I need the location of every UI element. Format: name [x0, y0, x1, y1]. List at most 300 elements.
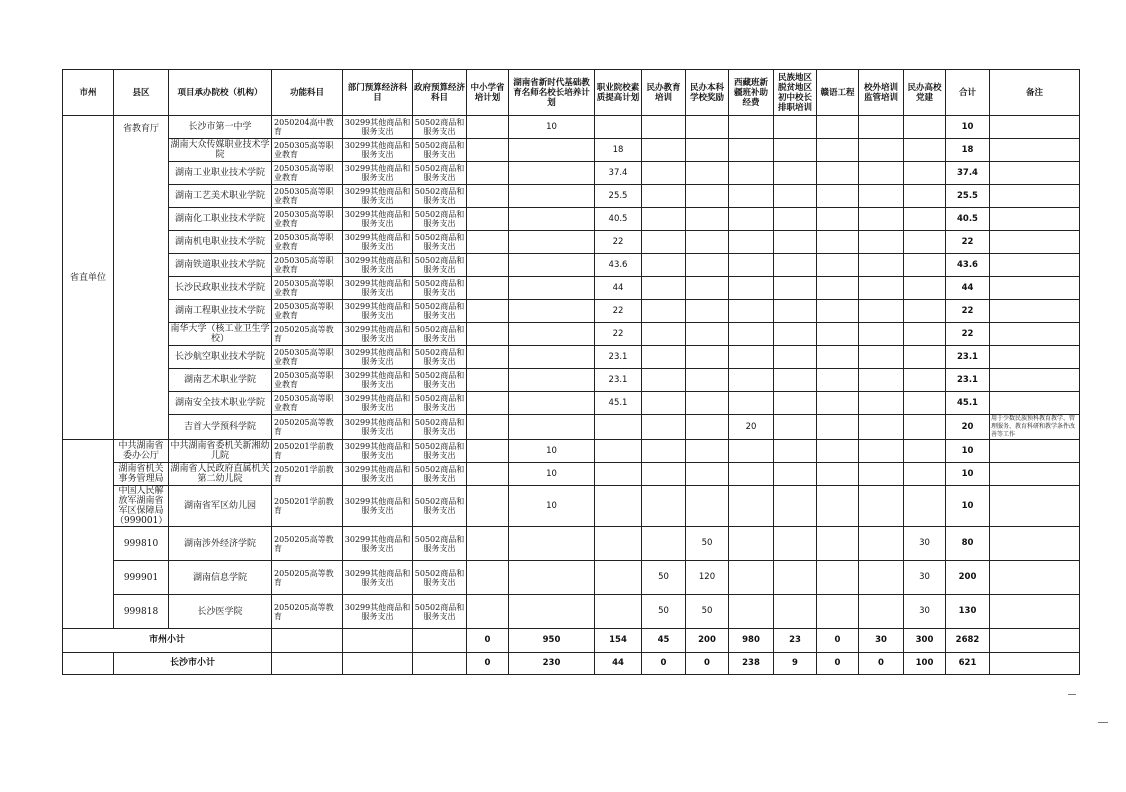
school-cell: 湖南安全技术职业学院 — [169, 392, 272, 415]
amount-cell — [509, 208, 595, 231]
amount-cell — [509, 277, 595, 300]
header-cell: 合计 — [946, 70, 990, 116]
header-cell: 民族地区脱贫地区初中校长排职培训 — [774, 70, 817, 116]
gov-econ-subject-cell — [413, 653, 467, 675]
amount-cell — [509, 369, 595, 392]
subtotal-row — [63, 653, 1080, 675]
subtotal-amount-cell: 0 — [642, 653, 686, 675]
amount-cell — [467, 561, 509, 595]
amount-cell — [774, 486, 817, 527]
amount-cell — [595, 595, 642, 629]
total-cell: 25.5 — [946, 185, 990, 208]
amount-cell — [774, 162, 817, 185]
amount-cell — [509, 527, 595, 561]
amount-cell — [509, 162, 595, 185]
header-cell: 县区 — [114, 70, 169, 116]
note-cell — [990, 369, 1080, 392]
amount-cell — [859, 595, 904, 629]
amount-cell — [686, 440, 729, 463]
amount-cell — [904, 392, 946, 415]
amount-cell — [859, 463, 904, 486]
amount-cell — [729, 595, 774, 629]
note-cell — [990, 561, 1080, 595]
amount-cell: 20 — [729, 415, 774, 440]
amount-cell — [904, 231, 946, 254]
gov-econ-subject-cell: 50502商品和服务支出 — [413, 323, 467, 346]
scan-mark — [1098, 722, 1108, 723]
subtotal-amount-cell: 0 — [467, 629, 509, 653]
dept-econ-subject-cell: 30299其他商品和服务支出 — [343, 116, 413, 139]
function-subject-cell: 2050205高等教育 — [272, 561, 343, 595]
header-cell: 项目承办院校（机构） — [169, 70, 272, 116]
amount-cell: 50 — [642, 561, 686, 595]
school-cell: 湖南工业职业技术学院 — [169, 162, 272, 185]
table-row — [63, 440, 1080, 463]
table-row — [63, 369, 1080, 392]
amount-cell — [467, 208, 509, 231]
amount-cell — [467, 595, 509, 629]
amount-cell: 30 — [904, 561, 946, 595]
dept-econ-subject-cell: 30299其他商品和服务支出 — [343, 323, 413, 346]
header-cell: 赣语工程 — [817, 70, 859, 116]
city-cell — [63, 440, 114, 629]
amount-cell — [774, 323, 817, 346]
amount-cell — [817, 208, 859, 231]
amount-cell — [729, 185, 774, 208]
subtotal-amount-cell: 44 — [595, 653, 642, 675]
amount-cell — [467, 392, 509, 415]
amount-cell — [817, 346, 859, 369]
total-cell: 130 — [946, 595, 990, 629]
total-cell: 10 — [946, 116, 990, 139]
total-cell: 10 — [946, 440, 990, 463]
header-cell: 民办本科学校奖励 — [686, 70, 729, 116]
amount-cell — [904, 300, 946, 323]
city-cell: 省直单位 — [63, 116, 114, 440]
total-cell: 18 — [946, 139, 990, 162]
amount-cell — [595, 527, 642, 561]
note-cell — [990, 653, 1080, 675]
subtotal-row — [63, 629, 1080, 653]
note-cell — [990, 346, 1080, 369]
amount-cell — [774, 415, 817, 440]
amount-cell: 50 — [686, 527, 729, 561]
amount-cell — [642, 116, 686, 139]
amount-cell — [509, 254, 595, 277]
dept-econ-subject-cell: 30299其他商品和服务支出 — [343, 277, 413, 300]
dept-econ-subject-cell: 30299其他商品和服务支出 — [343, 254, 413, 277]
note-cell — [990, 463, 1080, 486]
amount-cell — [595, 116, 642, 139]
total-cell: 80 — [946, 527, 990, 561]
table-row — [63, 116, 1080, 139]
gov-econ-subject-cell: 50502商品和服务支出 — [413, 463, 467, 486]
amount-cell — [774, 346, 817, 369]
amount-cell — [642, 369, 686, 392]
amount-cell: 45.1 — [595, 392, 642, 415]
amount-cell: 120 — [686, 561, 729, 595]
subtotal-amount-cell: 0 — [817, 629, 859, 653]
gov-econ-subject-cell: 50502商品和服务支出 — [413, 254, 467, 277]
subtotal-amount-cell: 154 — [595, 629, 642, 653]
amount-cell — [686, 369, 729, 392]
amount-cell — [729, 440, 774, 463]
amount-cell — [686, 346, 729, 369]
amount-cell — [642, 463, 686, 486]
amount-cell — [904, 254, 946, 277]
total-cell: 22 — [946, 231, 990, 254]
header-cell: 西藏班新疆班补助经费 — [729, 70, 774, 116]
amount-cell — [774, 440, 817, 463]
amount-cell — [642, 231, 686, 254]
amount-cell — [904, 486, 946, 527]
dept-econ-subject-cell: 30299其他商品和服务支出 — [343, 185, 413, 208]
table-row — [63, 323, 1080, 346]
amount-cell — [686, 254, 729, 277]
amount-cell — [904, 440, 946, 463]
amount-cell — [595, 561, 642, 595]
amount-cell — [904, 323, 946, 346]
amount-cell — [774, 595, 817, 629]
amount-cell — [686, 323, 729, 346]
subtotal-amount-cell: 0 — [859, 653, 904, 675]
subtotal-amount-cell: 100 — [904, 653, 946, 675]
total-cell: 22 — [946, 300, 990, 323]
total-cell: 10 — [946, 486, 990, 527]
amount-cell: 10 — [509, 440, 595, 463]
note-cell — [990, 392, 1080, 415]
amount-cell — [729, 323, 774, 346]
amount-cell — [774, 277, 817, 300]
table-row — [63, 595, 1080, 629]
amount-cell — [904, 116, 946, 139]
amount-cell — [859, 440, 904, 463]
function-subject-cell: 2050305高等职业教育 — [272, 139, 343, 162]
school-cell: 吉首大学预科学院 — [169, 415, 272, 440]
table-row — [63, 463, 1080, 486]
amount-cell — [817, 277, 859, 300]
amount-cell: 23.1 — [595, 346, 642, 369]
amount-cell: 50 — [686, 595, 729, 629]
amount-cell — [904, 346, 946, 369]
amount-cell: 40.5 — [595, 208, 642, 231]
amount-cell — [859, 277, 904, 300]
dept-econ-subject-cell: 30299其他商品和服务支出 — [343, 346, 413, 369]
function-subject-cell — [272, 629, 343, 653]
amount-cell: 18 — [595, 139, 642, 162]
table-row — [63, 561, 1080, 595]
amount-cell: 50 — [642, 595, 686, 629]
note-cell — [990, 185, 1080, 208]
amount-cell: 25.5 — [595, 185, 642, 208]
amount-cell — [467, 254, 509, 277]
subtotal-amount-cell: 45 — [642, 629, 686, 653]
note-cell — [990, 277, 1080, 300]
function-subject-cell: 2050305高等职业教育 — [272, 369, 343, 392]
amount-cell — [904, 208, 946, 231]
header-cell: 中小学省培计划 — [467, 70, 509, 116]
dept-econ-subject-cell: 30299其他商品和服务支出 — [343, 440, 413, 463]
amount-cell — [859, 185, 904, 208]
gov-econ-subject-cell: 50502商品和服务支出 — [413, 139, 467, 162]
dept-econ-subject-cell: 30299其他商品和服务支出 — [343, 595, 413, 629]
subtotal-amount-cell: 950 — [509, 629, 595, 653]
amount-cell — [817, 440, 859, 463]
amount-cell — [509, 323, 595, 346]
amount-cell — [774, 300, 817, 323]
amount-cell — [774, 527, 817, 561]
amount-cell — [686, 392, 729, 415]
amount-cell — [774, 254, 817, 277]
amount-cell — [686, 415, 729, 440]
school-cell: 长沙市第一中学 — [169, 116, 272, 139]
subtotal-total-cell: 2682 — [946, 629, 990, 653]
dept-econ-subject-cell: 30299其他商品和服务支出 — [343, 463, 413, 486]
header-cell: 湖南省新时代基础教育名师名校长培养计划 — [509, 70, 595, 116]
total-cell: 200 — [946, 561, 990, 595]
amount-cell — [729, 486, 774, 527]
gov-econ-subject-cell: 50502商品和服务支出 — [413, 162, 467, 185]
function-subject-cell: 2050305高等职业教育 — [272, 254, 343, 277]
school-cell: 湖南铁道职业技术学院 — [169, 254, 272, 277]
school-cell: 湖南信息学院 — [169, 561, 272, 595]
amount-cell — [642, 277, 686, 300]
amount-cell — [729, 561, 774, 595]
subtotal-amount-cell: 0 — [686, 653, 729, 675]
amount-cell: 10 — [509, 116, 595, 139]
amount-cell — [642, 486, 686, 527]
amount-cell — [774, 208, 817, 231]
school-cell: 湖南工程职业技术学院 — [169, 300, 272, 323]
school-cell: 中共湖南省委机关新湘幼儿院 — [170, 441, 270, 461]
school-cell: 湖南省军区幼儿园 — [169, 486, 272, 527]
amount-cell — [859, 139, 904, 162]
gov-econ-subject-cell: 50502商品和服务支出 — [413, 231, 467, 254]
amount-cell — [729, 208, 774, 231]
amount-cell: 22 — [595, 323, 642, 346]
amount-cell — [686, 277, 729, 300]
table-row — [63, 185, 1080, 208]
school-cell: 南华大学（核工业卫生学校） — [170, 324, 270, 344]
total-cell: 20 — [946, 415, 990, 440]
amount-cell — [595, 440, 642, 463]
function-subject-cell — [272, 653, 343, 675]
amount-cell — [509, 231, 595, 254]
function-subject-cell: 2050305高等职业教育 — [272, 185, 343, 208]
amount-cell — [467, 231, 509, 254]
amount-cell — [509, 415, 595, 440]
amount-cell — [859, 486, 904, 527]
amount-cell — [686, 463, 729, 486]
table-row — [63, 300, 1080, 323]
amount-cell — [467, 323, 509, 346]
amount-cell: 30 — [904, 595, 946, 629]
amount-cell — [904, 185, 946, 208]
note-cell — [990, 300, 1080, 323]
amount-cell — [509, 595, 595, 629]
amount-cell — [642, 392, 686, 415]
subtotal-amount-cell: 9 — [774, 653, 817, 675]
amount-cell — [642, 527, 686, 561]
note-cell — [990, 162, 1080, 185]
total-cell: 43.6 — [946, 254, 990, 277]
dept-econ-subject-cell: 30299其他商品和服务支出 — [343, 392, 413, 415]
amount-cell — [817, 254, 859, 277]
gov-econ-subject-cell: 50502商品和服务支出 — [413, 527, 467, 561]
amount-cell — [817, 392, 859, 415]
amount-cell — [774, 185, 817, 208]
gov-econ-subject-cell: 50502商品和服务支出 — [413, 595, 467, 629]
amount-cell: 10 — [509, 486, 595, 527]
gov-econ-subject-cell: 50502商品和服务支出 — [413, 486, 467, 527]
amount-cell — [509, 185, 595, 208]
amount-cell — [859, 527, 904, 561]
amount-cell — [774, 139, 817, 162]
amount-cell — [467, 300, 509, 323]
dept-econ-subject-cell: 30299其他商品和服务支出 — [343, 415, 413, 440]
amount-cell — [642, 415, 686, 440]
dept-econ-subject-cell: 30299其他商品和服务支出 — [343, 162, 413, 185]
amount-cell — [642, 440, 686, 463]
amount-cell — [859, 300, 904, 323]
amount-cell — [817, 300, 859, 323]
amount-cell — [774, 392, 817, 415]
table-row — [63, 208, 1080, 231]
amount-cell — [686, 116, 729, 139]
amount-cell — [859, 231, 904, 254]
amount-cell — [859, 415, 904, 440]
table-body — [63, 116, 1080, 675]
amount-cell — [729, 463, 774, 486]
dept-econ-subject-cell: 30299其他商品和服务支出 — [343, 561, 413, 595]
gov-econ-subject-cell: 50502商品和服务支出 — [413, 185, 467, 208]
county-cell: 999810 — [114, 527, 169, 561]
amount-cell — [817, 162, 859, 185]
blank-cell — [63, 653, 114, 675]
note-cell: 用于少数民族预科教育教学、管理服务、教育科研和教学条件改善等工作 — [990, 415, 1080, 440]
gov-econ-subject-cell: 50502商品和服务支出 — [413, 440, 467, 463]
function-subject-cell: 2050305高等职业教育 — [272, 162, 343, 185]
amount-cell — [817, 463, 859, 486]
county-cell: 999818 — [114, 595, 169, 629]
function-subject-cell: 2050305高等职业教育 — [272, 346, 343, 369]
school-cell: 湖南省人民政府直属机关第二幼儿院 — [170, 464, 270, 484]
amount-cell — [509, 561, 595, 595]
gov-econ-subject-cell: 50502商品和服务支出 — [413, 277, 467, 300]
amount-cell — [686, 300, 729, 323]
amount-cell — [686, 486, 729, 527]
amount-cell — [729, 254, 774, 277]
amount-cell — [904, 369, 946, 392]
function-subject-cell: 2050305高等职业教育 — [272, 208, 343, 231]
header-cell: 部门预算经济科目 — [343, 70, 413, 116]
scan-mark — [1068, 694, 1076, 695]
amount-cell — [859, 116, 904, 139]
function-subject-cell: 2050201学前教育 — [272, 486, 343, 527]
amount-cell — [729, 139, 774, 162]
function-subject-cell: 2050305高等职业教育 — [272, 392, 343, 415]
amount-cell — [817, 231, 859, 254]
note-cell — [990, 440, 1080, 463]
amount-cell: 30 — [904, 527, 946, 561]
function-subject-cell: 2050201学前教育 — [272, 440, 343, 463]
amount-cell — [729, 116, 774, 139]
subtotal-total-cell: 621 — [946, 653, 990, 675]
amount-cell — [859, 323, 904, 346]
subtotal-amount-cell: 230 — [509, 653, 595, 675]
dept-econ-subject-cell: 30299其他商品和服务支出 — [343, 527, 413, 561]
table-row — [63, 346, 1080, 369]
note-cell — [990, 208, 1080, 231]
amount-cell: 43.6 — [595, 254, 642, 277]
amount-cell — [467, 162, 509, 185]
amount-cell: 23.1 — [595, 369, 642, 392]
note-cell — [990, 139, 1080, 162]
amount-cell — [467, 369, 509, 392]
amount-cell — [509, 139, 595, 162]
table-row — [63, 231, 1080, 254]
amount-cell — [686, 162, 729, 185]
amount-cell — [642, 185, 686, 208]
amount-cell — [729, 369, 774, 392]
amount-cell — [859, 561, 904, 595]
table-row — [63, 277, 1080, 300]
amount-cell — [595, 486, 642, 527]
subtotal-amount-cell: 300 — [904, 629, 946, 653]
table-row — [63, 486, 1080, 527]
note-cell — [990, 527, 1080, 561]
amount-cell — [509, 392, 595, 415]
gov-econ-subject-cell: 50502商品和服务支出 — [413, 369, 467, 392]
subtotal-amount-cell: 0 — [467, 653, 509, 675]
table-row — [63, 527, 1080, 561]
amount-cell — [642, 254, 686, 277]
amount-cell — [467, 440, 509, 463]
gov-econ-subject-cell — [413, 629, 467, 653]
amount-cell — [774, 463, 817, 486]
amount-cell — [729, 231, 774, 254]
header-cell: 功能科目 — [272, 70, 343, 116]
dept-econ-subject-cell — [343, 629, 413, 653]
amount-cell — [859, 369, 904, 392]
subtotal-label: 长沙市小计 — [114, 653, 272, 675]
amount-cell — [904, 463, 946, 486]
amount-cell — [467, 463, 509, 486]
subtotal-amount-cell: 238 — [729, 653, 774, 675]
county-cell: 湖南省机关事务管理局 — [114, 463, 169, 486]
amount-cell — [729, 300, 774, 323]
subtotal-amount-cell: 23 — [774, 629, 817, 653]
amount-cell — [686, 139, 729, 162]
total-cell: 40.5 — [946, 208, 990, 231]
amount-cell — [642, 208, 686, 231]
header-cell: 民办高校党建 — [904, 70, 946, 116]
amount-cell — [729, 162, 774, 185]
amount-cell — [467, 415, 509, 440]
amount-cell — [859, 392, 904, 415]
amount-cell — [859, 162, 904, 185]
total-cell: 45.1 — [946, 392, 990, 415]
amount-cell — [729, 527, 774, 561]
function-subject-cell: 2050201学前教育 — [272, 463, 343, 486]
dept-econ-subject-cell: 30299其他商品和服务支出 — [343, 139, 413, 162]
amount-cell — [859, 254, 904, 277]
amount-cell: 10 — [509, 463, 595, 486]
dept-econ-subject-cell: 30299其他商品和服务支出 — [343, 231, 413, 254]
amount-cell — [467, 185, 509, 208]
note-cell — [990, 116, 1080, 139]
subtotal-label: 市州小计 — [63, 629, 272, 653]
